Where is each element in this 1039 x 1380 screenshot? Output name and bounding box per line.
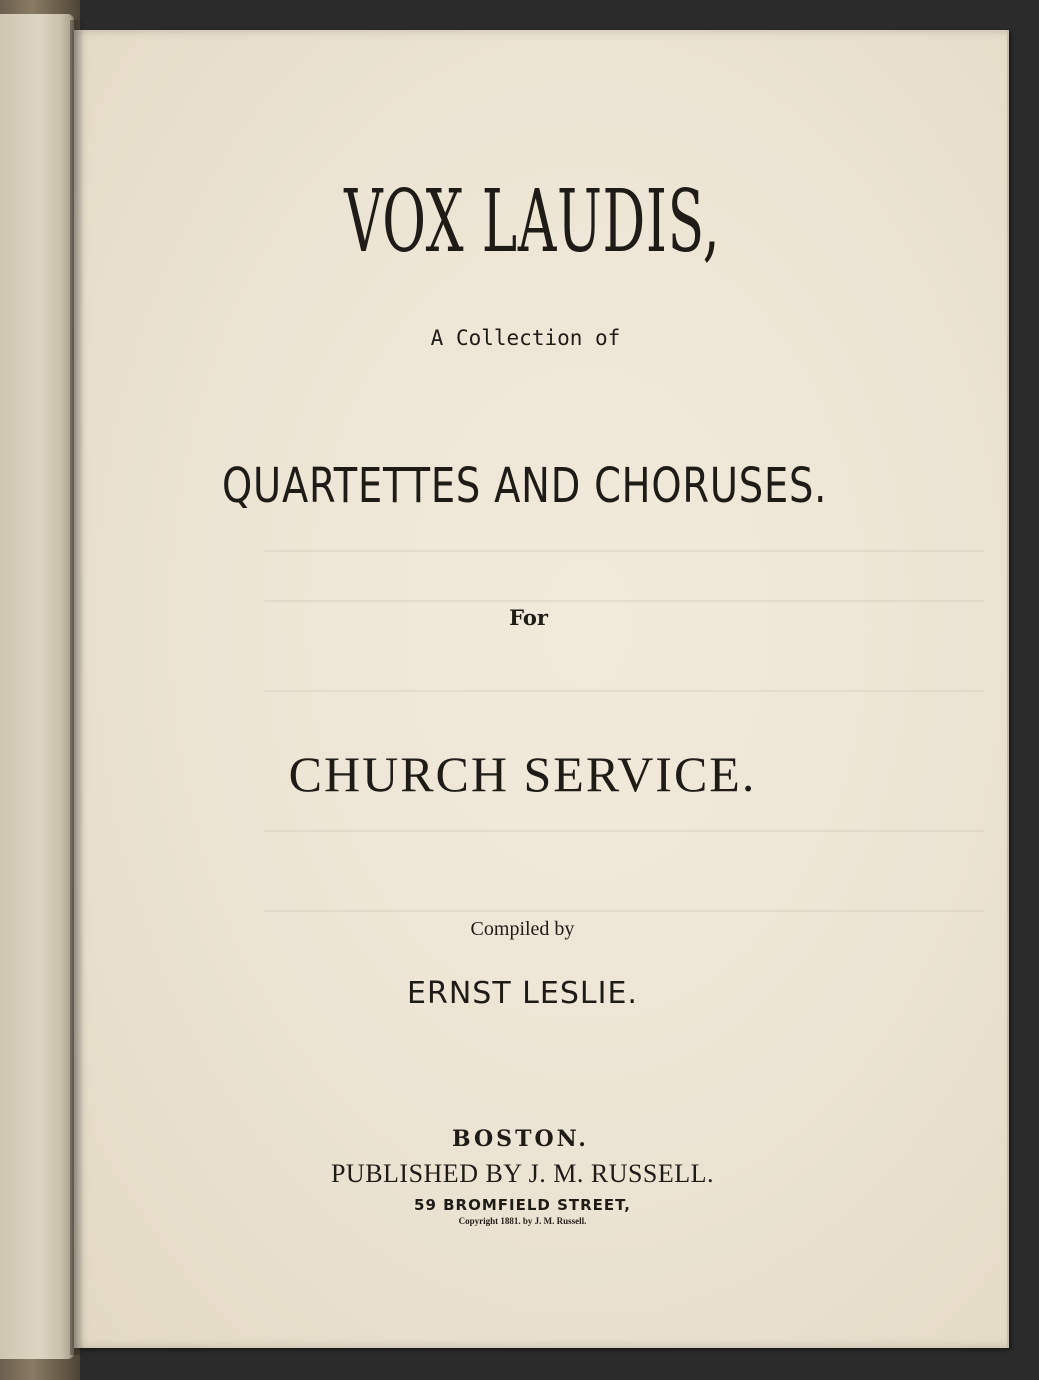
show-through-text [264, 910, 984, 912]
left-flyleaf [0, 14, 74, 1359]
publisher-city: BOSTON. [452, 1126, 589, 1152]
show-through-text [264, 600, 984, 602]
compiler-name: ERNST LESLIE. [407, 976, 638, 1011]
compiled-by-label: Compiled by [470, 918, 575, 940]
spine-shadow [70, 20, 84, 1355]
copyright-notice: Copyright 1881. by J. M. Russell. [458, 1216, 587, 1226]
publisher-address: 59 BROMFIELD STREET, [414, 1196, 631, 1214]
show-through-text [264, 550, 984, 552]
show-through-text [264, 690, 984, 692]
genre-heading: QUARTETTES AND CHORUSES. [222, 458, 828, 514]
for-label: For [509, 605, 548, 630]
publisher-line: PUBLISHED BY J. M. RUSSELL. [330, 1159, 715, 1188]
book-title: VOX LAUDIS, [344, 172, 721, 272]
purpose-heading: CHURCH SERVICE. [288, 746, 757, 802]
subtitle: A Collection of [430, 326, 621, 350]
show-through-text [264, 830, 984, 832]
